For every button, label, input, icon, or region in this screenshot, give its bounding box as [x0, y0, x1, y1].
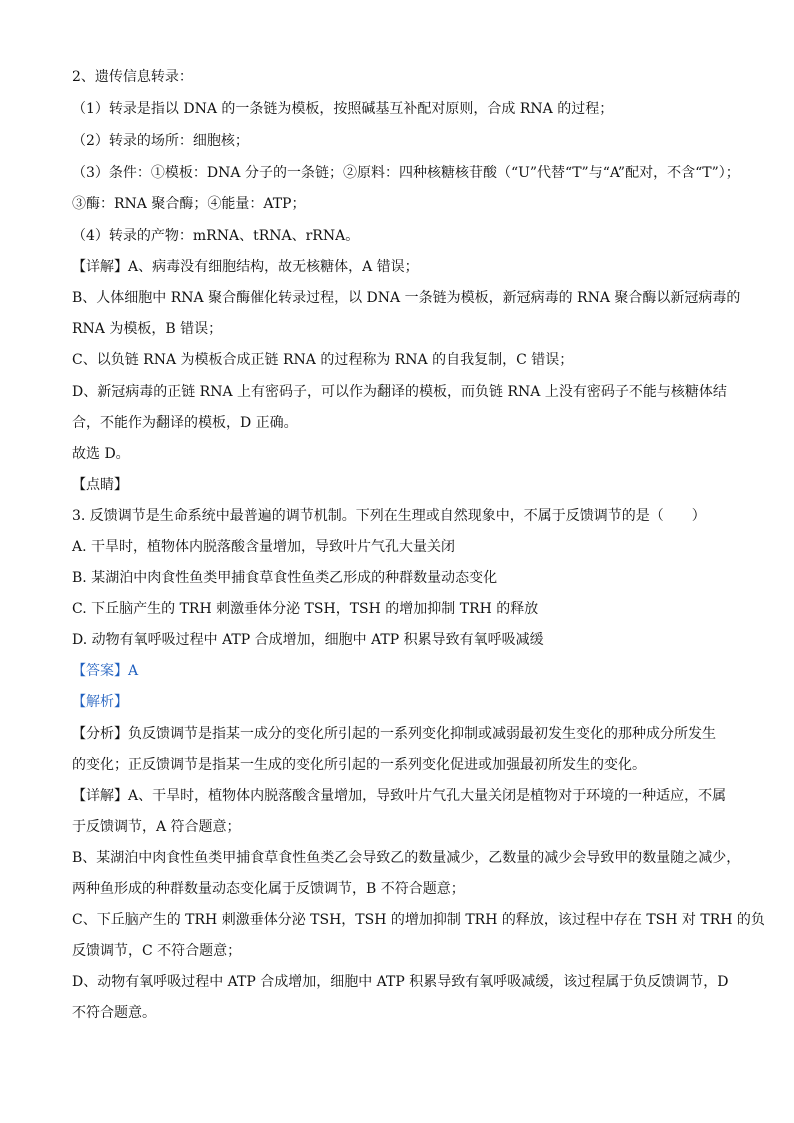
- text-line: B、人体细胞中 RNA 聚合酶催化转录过程，以 DNA 一条链为模板，新冠病毒的 RNA 聚合酶以新冠病毒的: [72, 290, 741, 306]
- text-line: C、下丘脑产生的 TRH 刺激垂体分泌 TSH，TSH 的增加抑制 TRH 的释放，该过程中存在 TSH 对 TRH 的负: [72, 912, 765, 928]
- text-line: RNA 为模板，B 错误；: [72, 321, 223, 337]
- option-b: B. 某湖泊中肉食性鱼类甲捕食草食性鱼类乙形成的种群数量动态变化: [72, 570, 498, 586]
- text-line: 合，不能作为翻译的模板，D 正确。: [72, 415, 298, 431]
- text-line: D、新冠病毒的正链 RNA 上有密码子，可以作为翻译的模板，而负链 RNA 上没有密码子不能与核糖体结: [72, 384, 727, 400]
- text-line: 【详解】A、病毒没有细胞结构，故无核糖体，A 错误；: [72, 259, 419, 275]
- text-line: （4）转录的产物：mRNA、tRNA、rRNA。: [72, 228, 360, 244]
- text-line: 故选 D。: [72, 446, 130, 462]
- section-heading-transcription: 2、遗传信息转录：: [72, 69, 193, 85]
- text-line: C、以负链 RNA 为模板合成正链 RNA 的过程称为 RNA 的自我复制，C 错误；: [72, 352, 574, 368]
- answer-label: 【答案】A: [72, 663, 139, 679]
- text-line: 于反馈调节，A 符合题意；: [72, 819, 241, 835]
- analysis-label: 【解析】: [72, 694, 128, 710]
- text-line: 的变化；正反馈调节是指某一生成的变化所引起的一系列变化促进或加强最初所发生的变化。: [72, 757, 646, 773]
- question-stem: 3. 反馈调节是生命系统中最普遍的调节机制。下列在生理或自然现象中，不属于反馈调节的是（ ）: [72, 508, 706, 524]
- text-line: （1）转录是指以 DNA 的一条链为模板，按照碱基互补配对原则，合成 RNA 的过程；: [72, 101, 614, 117]
- text-line: D、动物有氧呼吸过程中 ATP 合成增加，细胞中 ATP 积累导致有氧呼吸减缓，该过程属于负反馈调节，D: [72, 974, 729, 990]
- text-line: 两种鱼形成的种群数量动态变化属于反馈调节，B 不符合题意；: [72, 881, 465, 897]
- option-d: D. 动物有氧呼吸过程中 ATP 合成增加，细胞中 ATP 积累导致有氧呼吸减缓: [72, 632, 544, 648]
- text-line: （2）转录的场所：细胞核；: [72, 133, 249, 149]
- text-line: （3）条件：①模板：DNA 分子的一条链；②原料：四种核糖核苷酸（“U”代替“T”与“A”配对，不含“T”）；: [72, 165, 740, 181]
- text-line: 【点睛】: [72, 477, 128, 493]
- option-a: A. 干旱时，植物体内脱落酸含量增加，导致叶片气孔大量关闭: [72, 539, 456, 555]
- text-line: 反馈调节，C 不符合题意；: [72, 943, 242, 959]
- text-line: B、某湖泊中肉食性鱼类甲捕食草食性鱼类乙会导致乙的数量减少，乙数量的减少会导致甲的数量随之减少，: [72, 850, 741, 866]
- option-c: C. 下丘脑产生的 TRH 刺激垂体分泌 TSH，TSH 的增加抑制 TRH 的释放: [72, 601, 539, 617]
- text-line: 【详解】A、干旱时，植物体内脱落酸含量增加，导致叶片气孔大量关闭是植物对于环境的一种适应，不属: [72, 788, 727, 804]
- text-line: ③酶：RNA 聚合酶；④能量：ATP；: [72, 196, 306, 212]
- text-line: 【分析】负反馈调节是指某一成分的变化所引起的一系列变化抑制或减弱最初发生变化的那种成分所发生: [72, 726, 716, 742]
- text-line: 不符合题意。: [72, 1005, 156, 1021]
